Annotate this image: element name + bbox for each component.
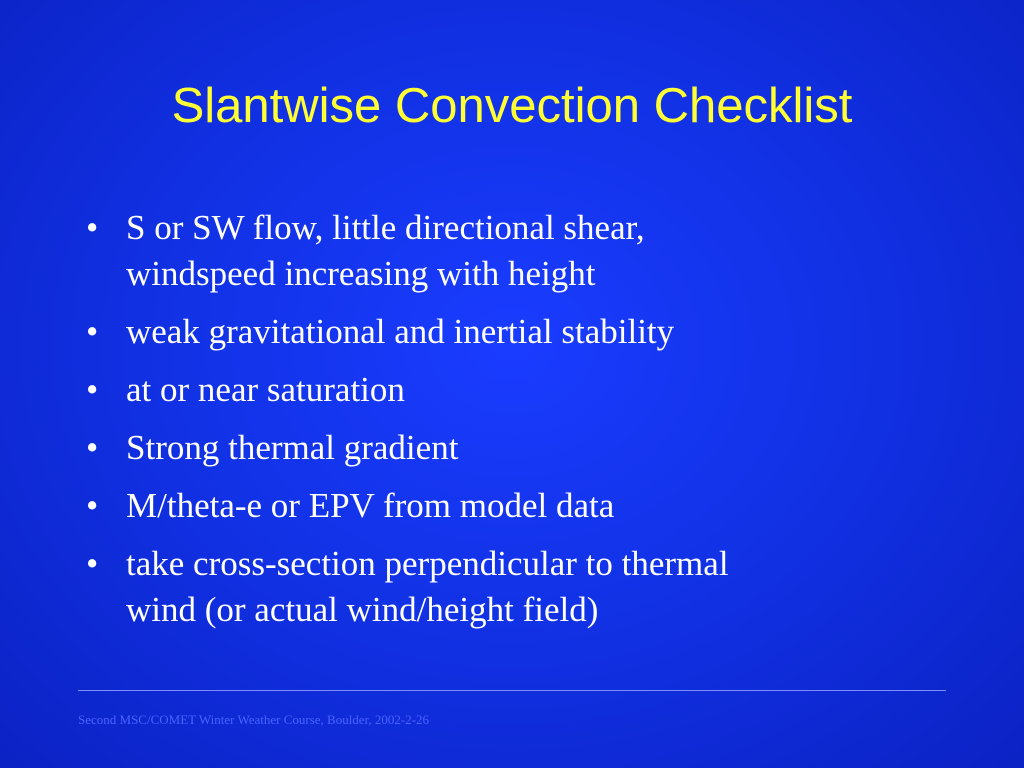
- bullet-icon: •: [86, 428, 99, 467]
- bullet-item: [86, 483, 936, 529]
- bullet-item: [86, 205, 936, 297]
- slide-title: Slantwise Convection Checklist: [171, 79, 853, 133]
- bullet-text-line: Strong thermal gradient: [126, 428, 459, 467]
- bullet-text-line: weak gravitational and inertial stability: [126, 312, 675, 351]
- bullet-icon: •: [86, 370, 99, 409]
- footer-text: Second MSC/COMET Winter Weather Course, Boulder, 2002-2-26: [78, 712, 430, 727]
- bullet-icon: •: [86, 312, 99, 351]
- bullet-item: [86, 367, 936, 413]
- bullet-text-line: at or near saturation: [126, 370, 405, 409]
- footer-divider: [78, 690, 946, 691]
- bullet-list: [86, 205, 936, 645]
- bullet-item: [86, 425, 936, 471]
- bullet-text-line: wind (or actual wind/height field): [126, 590, 599, 629]
- bullet-icon: •: [86, 486, 99, 525]
- bullet-icon: •: [86, 208, 99, 247]
- bullet-icon: •: [86, 544, 99, 583]
- bullet-text-line: windspeed increasing with height: [126, 254, 596, 293]
- bullet-text-line: take cross-section perpendicular to thermal: [126, 544, 729, 583]
- bullet-text-line: M/theta-e or EPV from model data: [126, 486, 615, 525]
- bullet-item: [86, 541, 936, 633]
- bullet-text-line: S or SW flow, little directional shear,: [126, 208, 645, 247]
- bullet-item: [86, 309, 936, 355]
